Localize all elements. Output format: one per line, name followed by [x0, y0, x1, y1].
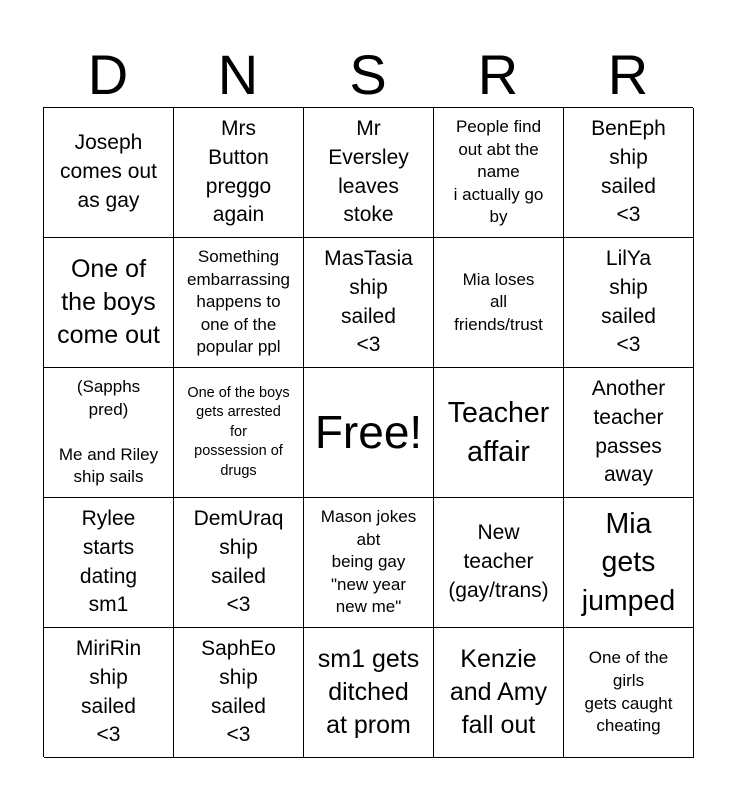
- bingo-cell-r1c3[interactable]: Mr Eversley leaves stoke: [304, 108, 434, 238]
- header-letter-2: N: [217, 43, 259, 106]
- bingo-cell-r4c4[interactable]: New teacher (gay/trans): [434, 498, 564, 628]
- bingo-cell-r5c4[interactable]: Kenzie and Amy fall out: [434, 628, 564, 758]
- bingo-board: [43, 107, 693, 757]
- bingo-cell-r2c5[interactable]: LilYa ship sailed <3: [564, 238, 694, 368]
- bingo-cell-r2c1[interactable]: One of the boys come out: [44, 238, 174, 368]
- bingo-cell-r1c2[interactable]: Mrs Button preggo again: [174, 108, 304, 238]
- bingo-cell-r1c5[interactable]: BenEph ship sailed <3: [564, 108, 694, 238]
- header-letter-1: D: [87, 43, 129, 106]
- header-letter-4: R: [477, 43, 519, 106]
- bingo-cell-r2c2[interactable]: Something embarrassing happens to one of the popular ppl: [174, 238, 304, 368]
- header-letter-5: R: [607, 43, 649, 106]
- bingo-cell-r2c4[interactable]: Mia loses all friends/trust: [434, 238, 564, 368]
- bingo-cell-r1c4[interactable]: People find out abt the name i actually go by: [434, 108, 564, 238]
- bingo-cell-r4c5[interactable]: Mia gets jumped: [564, 498, 694, 628]
- bingo-cell-r5c2[interactable]: SaphEo ship sailed <3: [174, 628, 304, 758]
- bingo-cell-r3c2[interactable]: One of the boys gets arrested for possession of drugs: [174, 368, 304, 498]
- bingo-cell-r4c2[interactable]: DemUraq ship sailed <3: [174, 498, 304, 628]
- bingo-cell-r4c3[interactable]: Mason jokes abt being gay "new year new me": [304, 498, 434, 628]
- bingo-cell-r3c1[interactable]: (Sapphs pred) Me and Riley ship sails: [44, 368, 174, 498]
- bingo-cell-r3c4[interactable]: Teacher affair: [434, 368, 564, 498]
- bingo-header: [43, 44, 693, 106]
- bingo-cell-r2c3[interactable]: MasTasia ship sailed <3: [304, 238, 434, 368]
- bingo-cell-r1c1[interactable]: Joseph comes out as gay: [44, 108, 174, 238]
- bingo-cell-r5c1[interactable]: MiriRin ship sailed <3: [44, 628, 174, 758]
- header-letter-3: S: [349, 43, 387, 106]
- bingo-cell-r4c1[interactable]: Rylee starts dating sm1: [44, 498, 174, 628]
- bingo-cell-r3c5[interactable]: Another teacher passes away: [564, 368, 694, 498]
- bingo-free-space[interactable]: Free!: [304, 368, 434, 498]
- bingo-cell-r5c5[interactable]: One of the girls gets caught cheating: [564, 628, 694, 758]
- bingo-cell-r5c3[interactable]: sm1 gets ditched at prom: [304, 628, 434, 758]
